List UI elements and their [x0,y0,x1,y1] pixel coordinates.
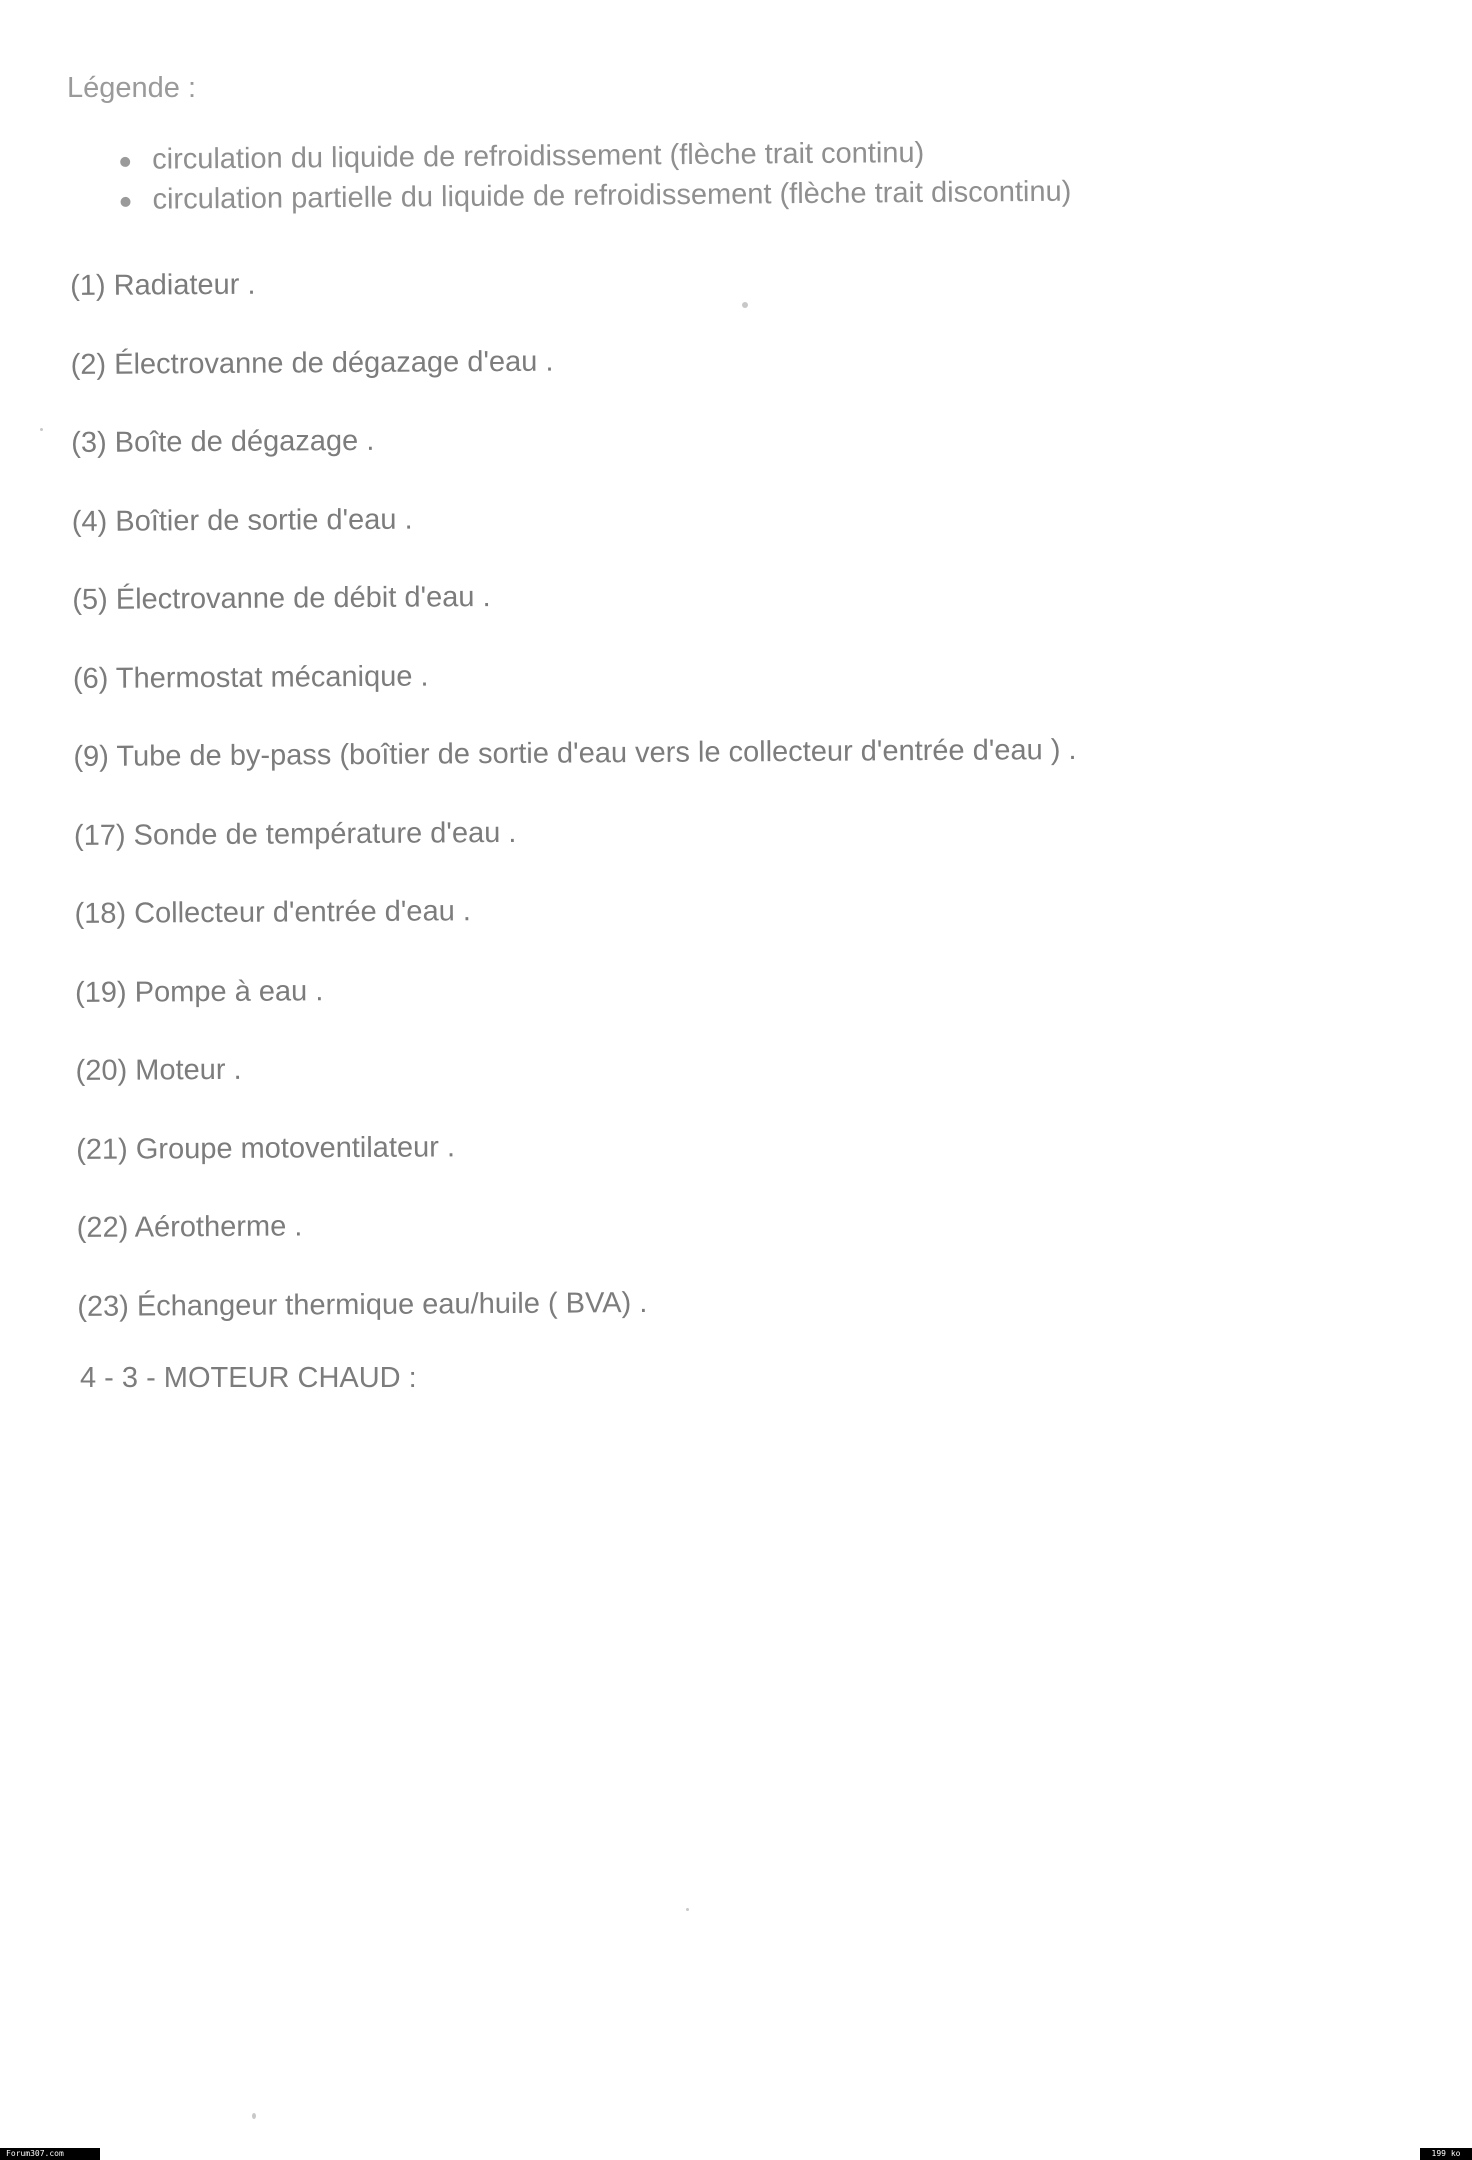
component-item: (4) Boîtier de sortie d'eau . [71,503,413,538]
legend-title: Légende : [67,72,197,104]
component-item: (5) Électrovanne de débit d'eau . [72,581,491,616]
component-item: (18) Collecteur d'entrée d'eau . [74,895,471,930]
component-item: (21) Groupe motoventilateur . [76,1130,456,1166]
component-item: (9) Tube de by-pass (boîtier de sortie d'eau vers le collecteur d'entrée d'eau ) . [73,733,1077,773]
scan-speck [40,428,43,431]
component-item: (23) Échangeur thermique eau/huile ( BVA) . [77,1286,648,1323]
bullet-dot-icon [120,197,130,207]
scan-speck [742,302,748,308]
footer-source-label: Forum307.com [0,2148,100,2160]
component-item: (20) Moteur . [75,1053,242,1087]
scan-speck [252,2113,256,2119]
legend-bullet-text: circulation partielle du liquide de refroidissement (flèche trait discontinu) [152,175,1072,216]
component-item: (2) Électrovanne de dégazage d'eau . [70,345,554,381]
legend-bullet-list [116,132,1071,220]
component-item: (3) Boîte de dégazage . [71,424,375,459]
legend-bullet-text: circulation du liquide de refroidissement (flèche trait continu) [152,136,925,176]
section-heading: 4 - 3 - MOTEUR CHAUD : [80,1362,417,1394]
component-item: (22) Aérotherme . [76,1210,303,1244]
component-item: (1) Radiateur . [70,268,256,302]
component-item: (17) Sonde de température d'eau . [73,816,517,852]
legend-bullet-item [116,172,1071,220]
component-list [70,259,1081,1365]
scan-speck [686,1908,689,1911]
component-item: (6) Thermostat mécanique . [72,660,429,695]
footer-size-label: 199 ko [1420,2148,1472,2160]
bullet-dot-icon [120,157,130,167]
component-item: (19) Pompe à eau . [74,974,324,1009]
